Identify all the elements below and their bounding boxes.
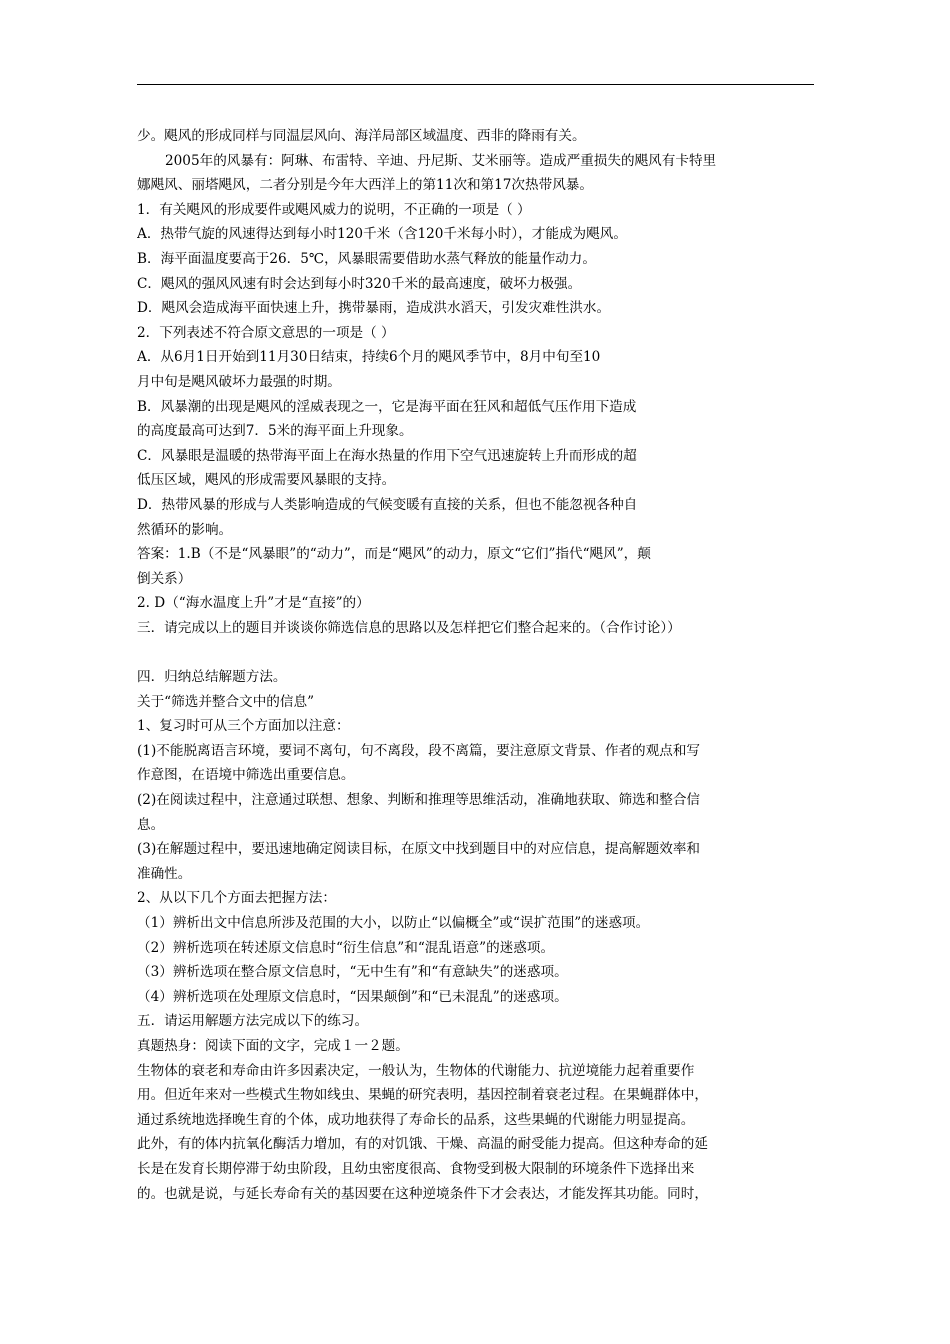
text-line: 的高度最高可达到7．5米的海平面上升现象。 (137, 423, 413, 440)
text-line: A．从6月1日开始到11月30日结束，持续6个月的飓风季节中，8月中旬至10 (137, 349, 601, 366)
text-line: 少。飓风的形成同样与同温层风向、海洋局部区域温度、西非的降雨有关。 (137, 128, 586, 144)
text-line: 息。 (137, 816, 165, 833)
text-line: 作意图，在语境中筛选出重要信息。 (137, 767, 355, 784)
text-line: 四．归纳总结解题方法。 (137, 669, 287, 686)
text-line: （1）辨析出文中信息所涉及范围的大小，以防止“以偏概全”或“误扩范围”的迷惑项。 (137, 915, 650, 931)
text-line: 通过系统地选择晚生育的个体，成功地获得了寿命长的品系，这些果蝇的代谢能力明显提高。 (137, 1111, 695, 1128)
text-line: 娜飓风、丽塔飓风，二者分别是今年大西洋上的第11次和第17次热带风暴。 (137, 177, 593, 194)
text-line: 此外，有的体内抗氧化酶活力增加，有的对饥饿、干燥、高温的耐受能力提高。但这种寿命的延 (137, 1136, 708, 1153)
text-line: A．热带气旋的风速得达到每小时120千米（含120千米每小时），才能成为飓风。 (137, 226, 627, 243)
text-line: 倒关系） (137, 570, 192, 587)
text-line: （2）辨析选项在转述原文信息时“衍生信息”和“混乱语意”的迷惑项。 (137, 939, 555, 956)
text-line: 答案：1.B（不是“风暴眼”的“动力”，而是“飓风”的动力，原文“它们”指代“飓风”，颠 (137, 546, 651, 563)
text-line: (3)在解题过程中，要迅速地确定阅读目标，在原文中找到题目中的对应信息，提高解题效率和 (137, 841, 701, 858)
text-line: 低压区域，飓风的形成需要风暴眼的支持。 (137, 472, 396, 489)
text-line: （3）辨析选项在整合原文信息时，“无中生有”和“有意缺失”的迷惑项。 (137, 964, 568, 981)
text-line: 五．请运用解题方法完成以下的练习。 (137, 1013, 369, 1030)
text-line: 1．有关飓风的形成要件或飓风威力的说明，不正确的一项是（ ） (137, 201, 531, 218)
text-line: 真题热身：阅读下面的文字，完成１一２题。 (137, 1037, 409, 1054)
text-line: 2、从以下几个方面去把握方法： (137, 890, 336, 907)
text-line: 2005年的风暴有：阿琳、布雷特、辛迪、丹尼斯、艾米丽等。造成严重损失的飓风有卡特里 (165, 152, 717, 169)
text-line: D．热带风暴的形成与人类影响造成的气候变暖有直接的关系，但也不能忽视各种自 (137, 496, 638, 513)
text-line: 2．下列表述不符合原文意思的一项是（ ） (137, 324, 395, 341)
text-line: （4）辨析选项在处理原文信息时，“因果颠倒”和“已未混乱”的迷惑项。 (137, 988, 568, 1005)
text-line: 长是在发育长期停滞于幼虫阶段，且幼虫密度很高、食物受到极大限制的环境条件下选择出来 (137, 1160, 695, 1177)
text-line: C．风暴眼是温暖的热带海平面上在海水热量的作用下空气迅速旋转上升而形成的超 (137, 447, 637, 464)
text-line: 用。但近年来对一些模式生物如线虫、果蝇的研究表明，基因控制着衰老过程。在果蝇群体中， (137, 1087, 708, 1104)
text-line: (2)在阅读过程中，注意通过联想、想象、判断和推理等思维活动，准确地获取、筛选和整合信 (137, 792, 701, 809)
header-rule (137, 84, 814, 85)
text-line: B．海平面温度要高于26．5℃，风暴眼需要借助水蒸气释放的能量作动力。 (137, 250, 596, 267)
text-line: 三．请完成以上的题目并谈谈你筛选信息的思路以及怎样把它们整合起来的。（合作讨论）） (137, 619, 681, 636)
text-line: (1)不能脱离语言环境，要词不离句，句不离段，段不离篇，要注意原文背景、作者的观点和写 (137, 742, 701, 759)
text-line: 2. D（“海水温度上升”才是“直接”的） (137, 595, 370, 612)
text-line: 生物体的衰老和寿命由许多因素决定，一般认为，生物体的代谢能力、抗逆境能力起着重要作 (137, 1062, 695, 1079)
text-line: 的。也就是说，与延长寿命有关的基因要在这种逆境条件下才会表达，才能发挥其功能。同时， (137, 1185, 708, 1202)
text-line: 准确性。 (137, 865, 192, 882)
text-line: C．飓风的强风风速有时会达到每小时320千米的最高速度，破坏力极强。 (137, 275, 582, 292)
text-line: 然循环的影响。 (137, 521, 233, 538)
document-body (137, 124, 814, 1206)
text-line: 1、复习时可从三个方面加以注意： (137, 718, 350, 735)
text-line: 关于“筛选并整合文中的信息” (137, 693, 315, 710)
text-line: 月中旬是飓风破坏力最强的时期。 (137, 373, 341, 390)
text-line: B．风暴潮的出现是飓风的淫威表现之一，它是海平面在狂风和超低气压作用下造成 (137, 398, 637, 415)
blank-line (137, 640, 814, 665)
text-line: D．飓风会造成海平面快速上升，携带暴雨，造成洪水滔天，引发灾难性洪水。 (137, 300, 611, 317)
